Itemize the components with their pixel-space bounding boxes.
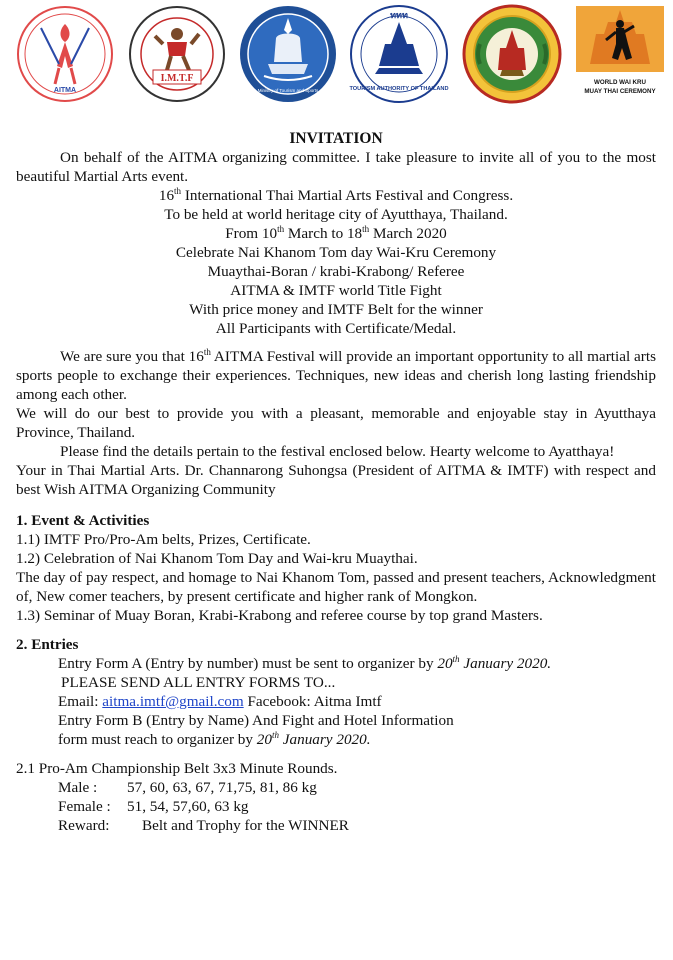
tat-logo-text: TOURISM AUTHORITY OF THAILAND <box>349 86 449 92</box>
ayutthaya-province-logo <box>462 4 562 104</box>
festival-disciplines: Muaythai-Boran / krabi-Krabong/ Referee <box>207 263 465 280</box>
entry-form-b-deadline: form must reach to organizer by 20th January 2020. <box>58 730 371 748</box>
aitma-logo-text: AITMA <box>53 87 77 94</box>
logo-strip <box>0 0 673 120</box>
send-forms-instruction: PLEASE SEND ALL ENTRY FORMS TO... <box>61 674 336 691</box>
event-item-1: 1.1) IMTF Pro/Pro-Am belts, Prizes, Certificate. <box>16 531 311 548</box>
festival-title-fight: AITMA & IMTF world Title Fight <box>230 282 442 299</box>
entry-form-b: Entry Form B (Entry by Name) And Fight and Hotel Information <box>58 712 454 729</box>
intro-paragraph: On behalf of the AITMA organizing committee. I take pleasure to invite all of you to the most beautiful Martial Arts event. <box>16 149 656 185</box>
event-item-3: 1.3) Seminar of Muay Boran, Krabi-Krabong and referee course by top grand Masters. <box>16 607 543 624</box>
document-title: INVITATION <box>289 130 383 147</box>
invitation-document <box>16 129 656 835</box>
festival-details <box>16 186 656 338</box>
festival-prize: With price money and IMTF Belt for the winner <box>189 301 483 318</box>
world-wai-kru-logo <box>572 4 668 104</box>
festival-ceremony: Celebrate Nai Khanom Tom day Wai-Kru Ceremony <box>175 244 497 261</box>
section-proam-heading: 2.1 Pro-Am Championship Belt 3x3 Minute Rounds. <box>16 760 338 777</box>
wai-kru-logo-text: WORLD WAI KRU <box>594 79 646 86</box>
festival-name: 16th International Thai Martial Arts Festival and Congress. <box>158 186 514 204</box>
president-signature-paragraph: Your in Thai Martial Arts. Dr. Channarong Suhongsa (President of AITMA & IMTF) with respect and best Wish AITMA Organizing Community <box>16 462 656 498</box>
section-events-heading: 1. Event & Activities <box>16 512 150 529</box>
festival-venue: To be held at world heritage city of Ayutthaya, Thailand. <box>164 206 508 223</box>
imtf-logo <box>127 4 227 104</box>
female-label: Female : <box>58 798 111 815</box>
best-stay-paragraph: We will do our best to provide you with a pleasant, memorable and enjoyable stay in Ayutthaya Province, Thailand. <box>16 405 656 441</box>
female-weights: 51, 54, 57,60, 63 kg <box>127 798 249 815</box>
ministry-logo-text: Ministry of Tourism and Sports <box>257 88 319 93</box>
event-item-2-detail: The day of pay respect, and homage to Nai Khanom Tom, passed and present teachers, Acknowledgment of, New comer teachers, by present certificate and higher rank of Mongkon. <box>16 569 656 605</box>
ministry-tourism-sports-logo <box>238 4 338 104</box>
male-label: Male : <box>58 779 98 796</box>
email-link[interactable]: aitma.imtf@gmail.com <box>102 693 244 710</box>
svg-text:MUAY THAI CEREMONY: MUAY THAI CEREMONY <box>584 88 656 95</box>
reward-value: Belt and Trophy for the WINNER <box>142 817 349 834</box>
section-entries-heading: 2. Entries <box>16 636 79 653</box>
aitma-logo <box>15 4 115 104</box>
male-weights: 57, 60, 63, 67, 71,75, 81, 86 kg <box>127 779 317 796</box>
female-weights-row <box>16 797 656 816</box>
contact-line: Email: aitma.imtf@gmail.com Facebook: Aitma Imtf <box>58 693 382 710</box>
festival-participants: All Participants with Certificate/Medal. <box>215 320 457 337</box>
reward-row <box>16 816 656 835</box>
entry-form-a: Entry Form A (Entry by number) must be sent to organizer by 20th January 2020. <box>58 654 552 672</box>
reward-label: Reward: <box>58 817 110 834</box>
svg-text:ททท: ททท <box>390 10 408 20</box>
imtf-logo-text: I.M.T.F <box>160 73 194 84</box>
welcome-paragraph: Please find the details pertain to the festival enclosed below. Hearty welcome to Ayatthaya! <box>60 443 615 460</box>
tat-logo <box>349 4 449 104</box>
festival-opportunity-paragraph: We are sure you that 16th AITMA Festival will provide an important opportunity to all martial arts sports people to exchange their experiences. Techniques, new ideas and cherish long lasting friendship among each other. <box>16 347 656 403</box>
event-item-2: 1.2) Celebration of Nai Khanom Tom Day and Wai-kru Muaythai. <box>16 550 418 567</box>
festival-dates: From 10th March to 18th March 2020 <box>225 224 447 242</box>
male-weights-row <box>16 778 656 797</box>
